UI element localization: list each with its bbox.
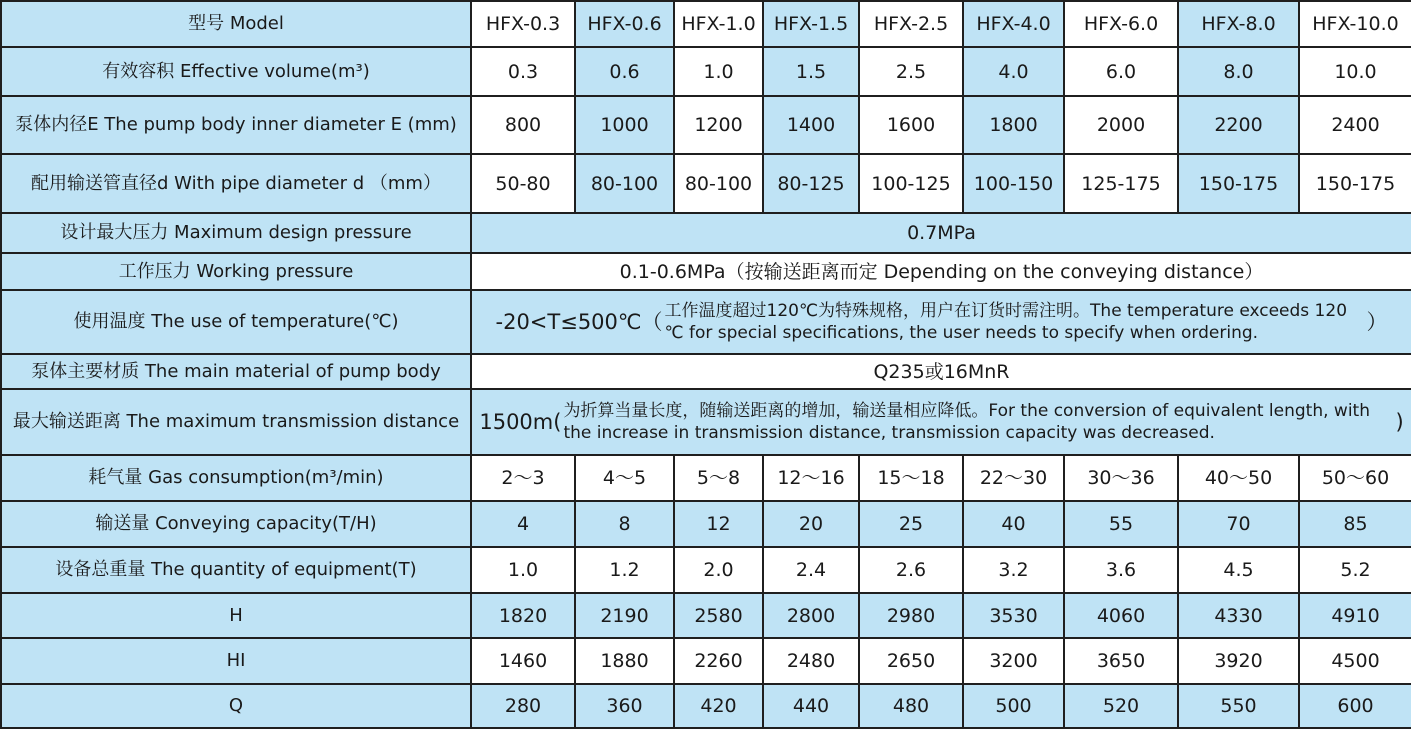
q-cell: 280: [471, 684, 575, 728]
capacity-cell: 70: [1178, 501, 1299, 547]
distance-value: [471, 389, 1411, 455]
diameter-cell: 1800: [963, 96, 1064, 154]
model-cell: HFX-0.6: [575, 1, 674, 47]
hi-cell: 1880: [575, 638, 674, 684]
model-cell: HFX-1.5: [763, 1, 859, 47]
h-cell: 4330: [1178, 593, 1299, 638]
hi-cell: 3200: [963, 638, 1064, 684]
weight-cell: 2.4: [763, 547, 859, 593]
gas-cell: 12～16: [763, 455, 859, 501]
capacity-cell: 12: [674, 501, 763, 547]
label-capacity: 输送量 Conveying capacity(T/H): [1, 501, 471, 547]
pipe-cell: 125-175: [1064, 154, 1178, 213]
hi-cell: 1460: [471, 638, 575, 684]
diameter-cell: 2200: [1178, 96, 1299, 154]
distance-note: 为折算当量长度，随输送距离的增加，输送量相应降低。For the conversion of equivalent length, with the increase in transmission distance, transmission capacity was decreased.: [563, 401, 1370, 443]
volume-cell: 0.6: [575, 47, 674, 96]
capacity-cell: 20: [763, 501, 859, 547]
volume-cell: 2.5: [859, 47, 963, 96]
maxpressure-value: 0.7MPa: [471, 213, 1411, 253]
label-h: H: [1, 593, 471, 638]
h-cell: 2980: [859, 593, 963, 638]
hi-cell: 3650: [1064, 638, 1178, 684]
pipe-cell: 50-80: [471, 154, 575, 213]
q-cell: 520: [1064, 684, 1178, 728]
pipe-cell: 100-125: [859, 154, 963, 213]
q-cell: 600: [1299, 684, 1411, 728]
diameter-cell: 1200: [674, 96, 763, 154]
diameter-cell: 800: [471, 96, 575, 154]
weight-cell: 5.2: [1299, 547, 1411, 593]
hi-cell: 3920: [1178, 638, 1299, 684]
pipe-cell: 80-100: [575, 154, 674, 213]
pipe-cell: 100-150: [963, 154, 1064, 213]
gas-cell: 50～60: [1299, 455, 1411, 501]
gas-cell: 4～5: [575, 455, 674, 501]
diameter-cell: 2400: [1299, 96, 1411, 154]
row-pipe: [1, 154, 1411, 213]
volume-cell: 0.3: [471, 47, 575, 96]
distance-close: ): [1395, 410, 1404, 434]
label-distance: 最大输送距离 The maximum transmission distance: [1, 389, 471, 455]
hi-cell: 2480: [763, 638, 859, 684]
volume-cell: 1.0: [674, 47, 763, 96]
h-cell: 4060: [1064, 593, 1178, 638]
hi-cell: 4500: [1299, 638, 1411, 684]
label-weight: 设备总重量 The quantity of equipment(T): [1, 547, 471, 593]
distance-note-group: [479, 400, 1403, 444]
gas-cell: 30～36: [1064, 455, 1178, 501]
row-hi: [1, 638, 1411, 684]
h-cell: 3530: [963, 593, 1064, 638]
q-cell: 500: [963, 684, 1064, 728]
row-material: [1, 354, 1411, 389]
temperature-note-group: [496, 300, 1388, 344]
weight-cell: 4.5: [1178, 547, 1299, 593]
model-cell: HFX-10.0: [1299, 1, 1411, 47]
model-cell: HFX-0.3: [471, 1, 575, 47]
hi-cell: 2260: [674, 638, 763, 684]
temperature-close: ）: [1366, 310, 1388, 334]
h-cell: 2580: [674, 593, 763, 638]
row-model: [1, 1, 1411, 47]
capacity-cell: 40: [963, 501, 1064, 547]
row-volume: [1, 47, 1411, 96]
capacity-cell: 85: [1299, 501, 1411, 547]
h-cell: 2190: [575, 593, 674, 638]
pipe-cell: 80-125: [763, 154, 859, 213]
diameter-cell: 2000: [1064, 96, 1178, 154]
row-diameter: [1, 96, 1411, 154]
capacity-cell: 8: [575, 501, 674, 547]
row-h: [1, 593, 1411, 638]
label-pipe: 配用输送管直径d With pipe diameter d （mm）: [1, 154, 471, 213]
distance-value-lead: 1500m(: [479, 410, 562, 434]
volume-cell: 6.0: [1064, 47, 1178, 96]
row-workpressure: [1, 253, 1411, 290]
temperature-range: -20<T≤500℃（: [495, 310, 663, 334]
diameter-cell: 1000: [575, 96, 674, 154]
weight-cell: 3.6: [1064, 547, 1178, 593]
label-workpressure: 工作压力 Working pressure: [1, 253, 471, 290]
temperature-note: 工作温度超过120℃为特殊规格，用户在订货时需注明。The temperature exceeds 120 ℃ for special specifications, the user needs to specify when ordering.: [664, 301, 1348, 343]
volume-cell: 8.0: [1178, 47, 1299, 96]
weight-cell: 3.2: [963, 547, 1064, 593]
q-cell: 360: [575, 684, 674, 728]
workpressure-value: 0.1-0.6MPa（按输送距离而定 Depending on the conveying distance）: [471, 253, 1411, 290]
volume-cell: 4.0: [963, 47, 1064, 96]
weight-cell: 2.0: [674, 547, 763, 593]
label-diameter: 泵体内径E The pump body inner diameter E (mm): [1, 96, 471, 154]
weight-cell: 1.2: [575, 547, 674, 593]
row-q: [1, 684, 1411, 728]
model-cell: HFX-1.0: [674, 1, 763, 47]
row-weight: [1, 547, 1411, 593]
row-distance: [1, 389, 1411, 455]
h-cell: 2800: [763, 593, 859, 638]
label-material: 泵体主要材质 The main material of pump body: [1, 354, 471, 389]
label-model: 型号 Model: [1, 1, 471, 47]
gas-cell: 22～30: [963, 455, 1064, 501]
model-cell: HFX-8.0: [1178, 1, 1299, 47]
gas-cell: 2～3: [471, 455, 575, 501]
pipe-cell: 150-175: [1178, 154, 1299, 213]
model-cell: HFX-2.5: [859, 1, 963, 47]
volume-cell: 1.5: [763, 47, 859, 96]
capacity-cell: 55: [1064, 501, 1178, 547]
pipe-cell: 80-100: [674, 154, 763, 213]
gas-cell: 40～50: [1178, 455, 1299, 501]
gas-cell: 5～8: [674, 455, 763, 501]
q-cell: 550: [1178, 684, 1299, 728]
label-temperature: 使用温度 The use of temperature(℃): [1, 290, 471, 354]
row-gas: [1, 455, 1411, 501]
weight-cell: 2.6: [859, 547, 963, 593]
q-cell: 420: [674, 684, 763, 728]
h-cell: 4910: [1299, 593, 1411, 638]
diameter-cell: 1400: [763, 96, 859, 154]
model-cell: HFX-6.0: [1064, 1, 1178, 47]
diameter-cell: 1600: [859, 96, 963, 154]
label-maxpressure: 设计最大压力 Maximum design pressure: [1, 213, 471, 253]
volume-cell: 10.0: [1299, 47, 1411, 96]
capacity-cell: 4: [471, 501, 575, 547]
h-cell: 1820: [471, 593, 575, 638]
capacity-cell: 25: [859, 501, 963, 547]
row-temperature: [1, 290, 1411, 354]
pipe-cell: 150-175: [1299, 154, 1411, 213]
label-hi: HI: [1, 638, 471, 684]
material-value: Q235或16MnR: [471, 354, 1411, 389]
weight-cell: 1.0: [471, 547, 575, 593]
q-cell: 440: [763, 684, 859, 728]
model-cell: HFX-4.0: [963, 1, 1064, 47]
label-q: Q: [1, 684, 471, 728]
q-cell: 480: [859, 684, 963, 728]
row-maxpressure: [1, 213, 1411, 253]
row-capacity: [1, 501, 1411, 547]
gas-cell: 15～18: [859, 455, 963, 501]
temperature-value: [471, 290, 1411, 354]
label-gas: 耗气量 Gas consumption(m³/min): [1, 455, 471, 501]
hi-cell: 2650: [859, 638, 963, 684]
label-volume: 有效容积 Effective volume(m³): [1, 47, 471, 96]
